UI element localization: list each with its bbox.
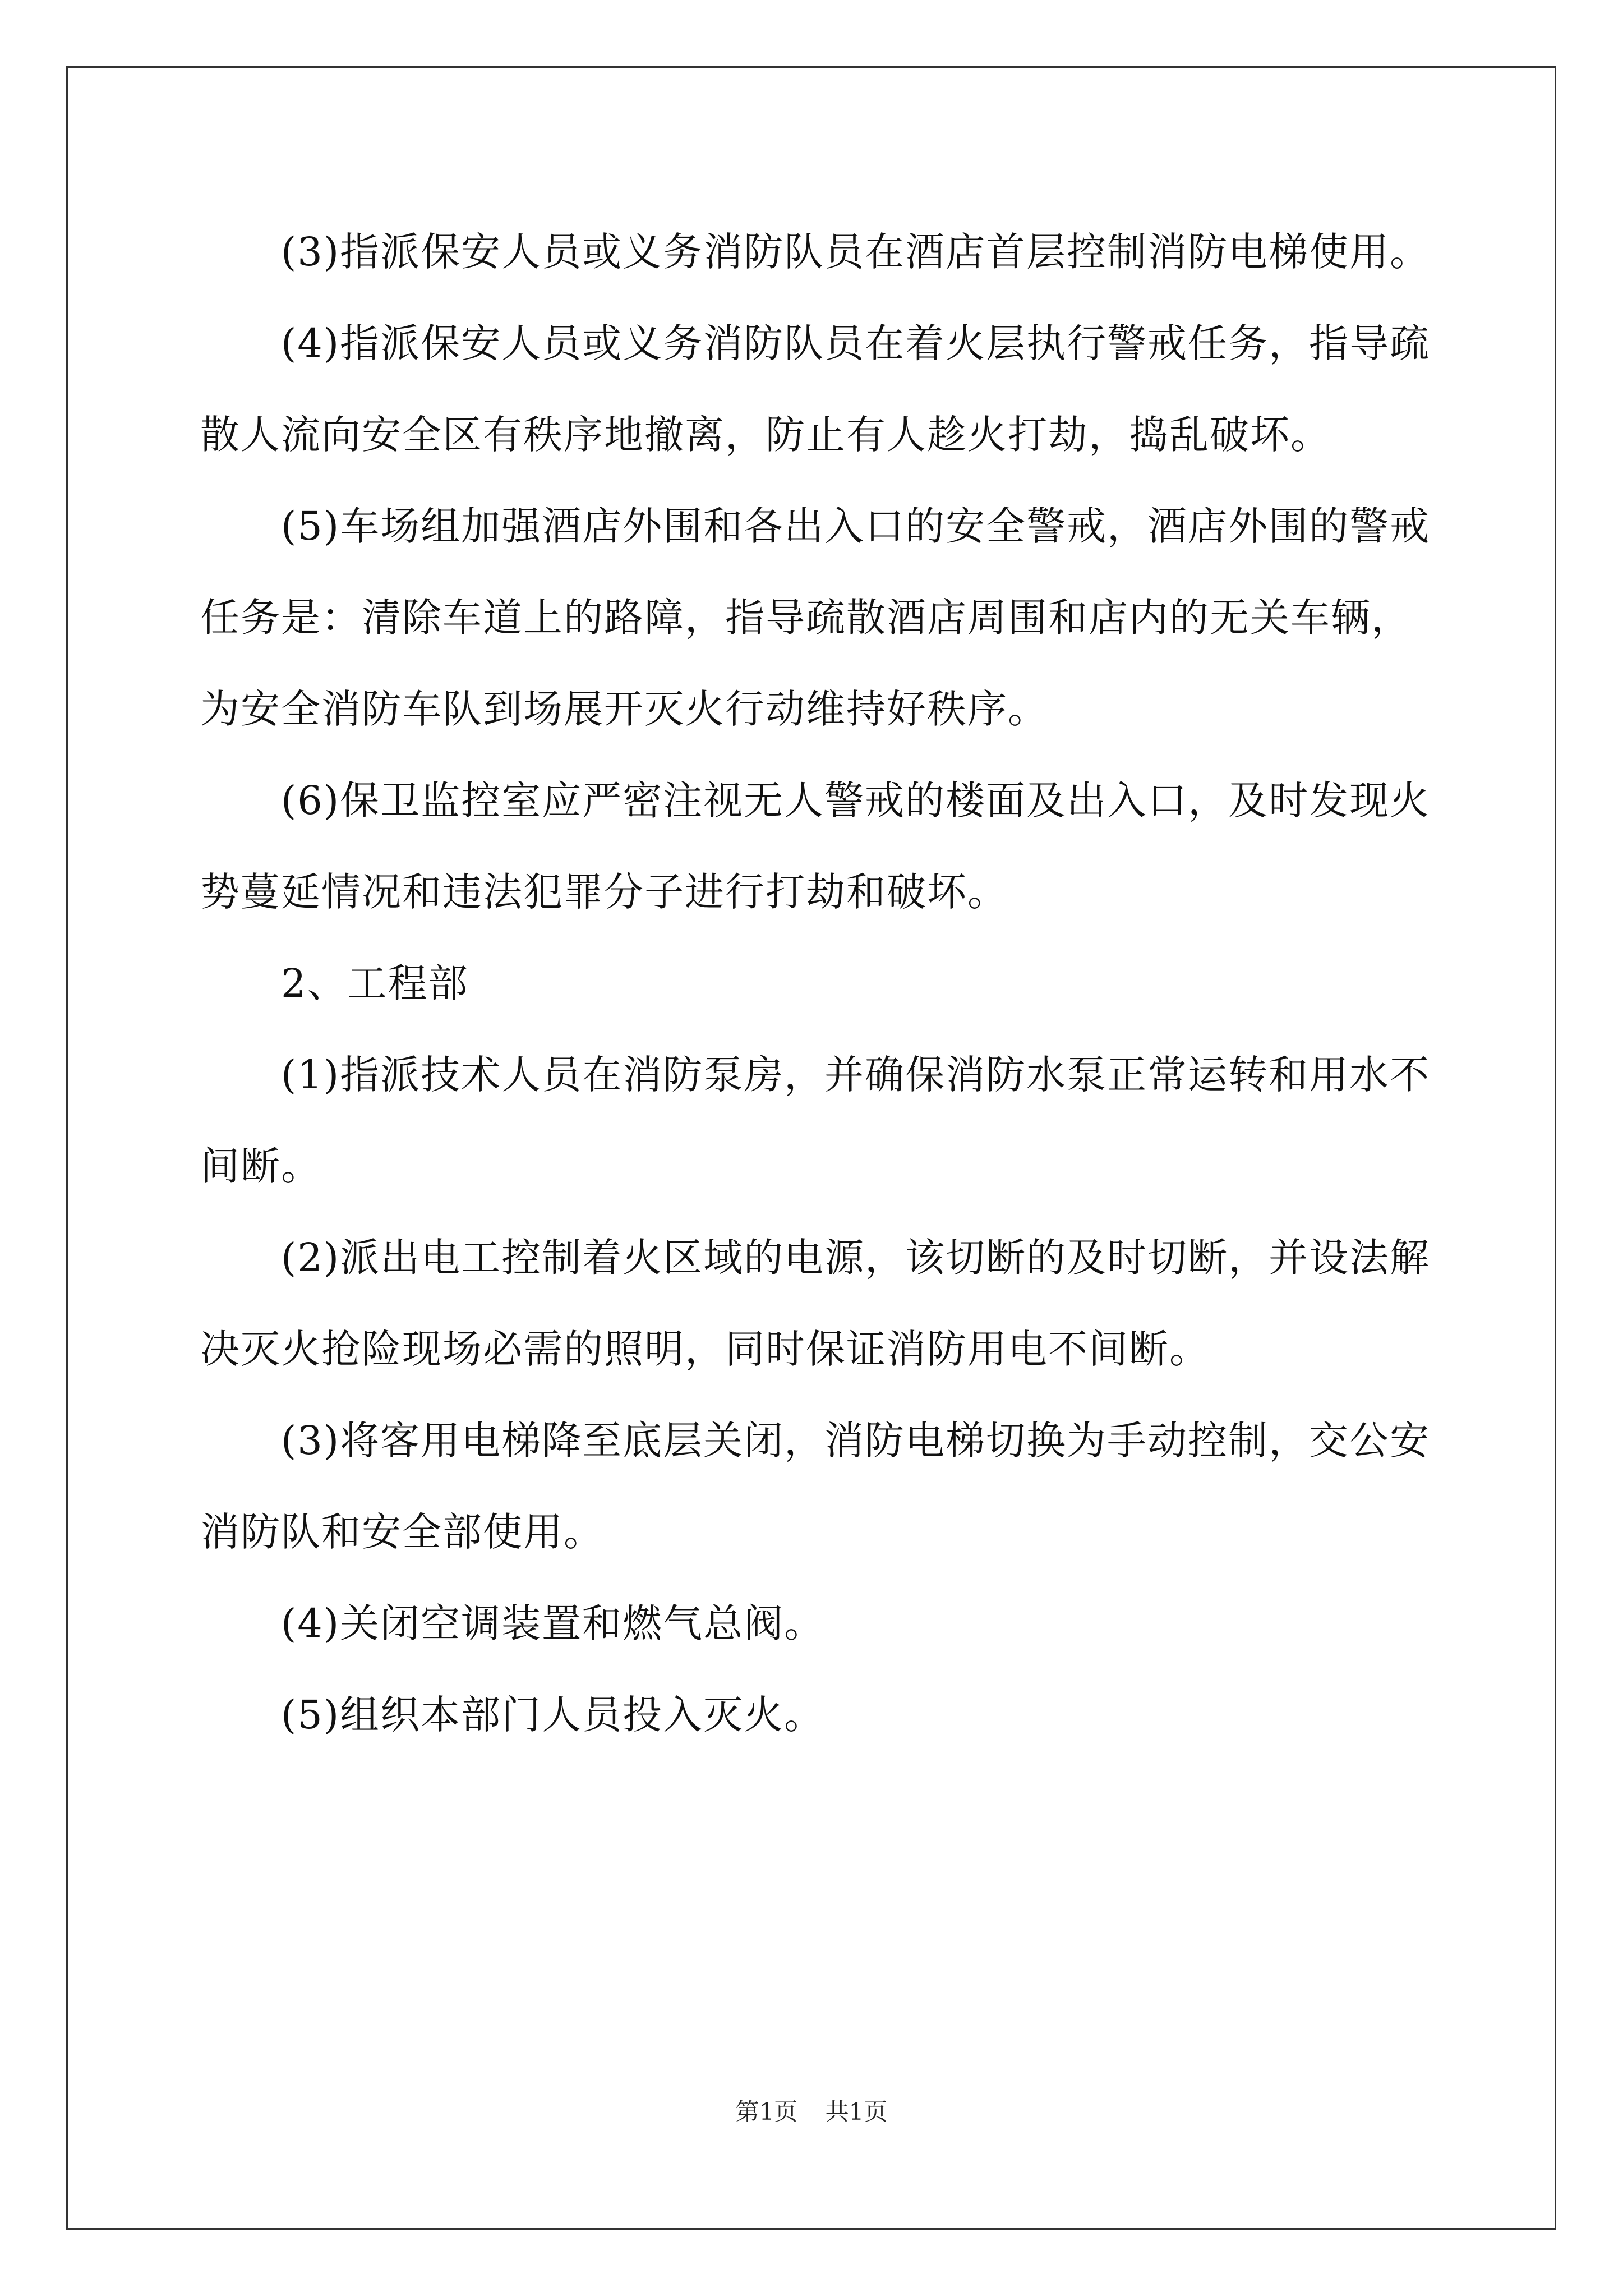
paragraph-1: (3)指派保安人员或义务消防队员在酒店首层控制消防电梯使用。 [281,229,1431,275]
paragraph-8: (4)关闭空调装置和燃气总阀。 [281,1600,825,1646]
paragraph-3: (5)车场组加强酒店外围和各出入口的安全警戒，酒店外围的警戒任务是：清除车道上的路障，指导疏散酒店周围和店内的无关车辆，为安全消防车队到场展开灭火行动维持好秩序。 [200,503,1431,732]
paragraph-6: (2)派出电工控制着火区域的电源，该切断的及时切断，并设法解决灭火抢险现场必需的照明，同时保证消防用电不间断。 [200,1235,1431,1372]
page-footer [0,2095,1623,2129]
paragraph-9: (5)组织本部门人员投入灭火。 [281,1692,825,1738]
paragraph-7: (3)将客用电梯降至底层关闭，消防电梯切换为手动控制，交公安消防队和安全部使用。 [200,1418,1431,1555]
page-number: 第1页 [735,2098,798,2125]
page-total: 共1页 [825,2098,888,2125]
document-body [200,206,1434,1761]
section-heading-engineering: 2、工程部 [281,960,469,1006]
paragraph-5: (1)指派技术人员在消防泵房，并确保消防水泵正常运转和用水不间断。 [200,1052,1431,1189]
paragraph-4: (6)保卫监控室应严密注视无人警戒的楼面及出入口，及时发现火势蔓延情况和违法犯罪分子进行打劫和破坏。 [200,777,1431,915]
paragraph-2: (4)指派保安人员或义务消防队员在着火层执行警戒任务，指导疏散人流向安全区有秩序地撤离，防止有人趁火打劫，捣乱破坏。 [200,320,1431,458]
